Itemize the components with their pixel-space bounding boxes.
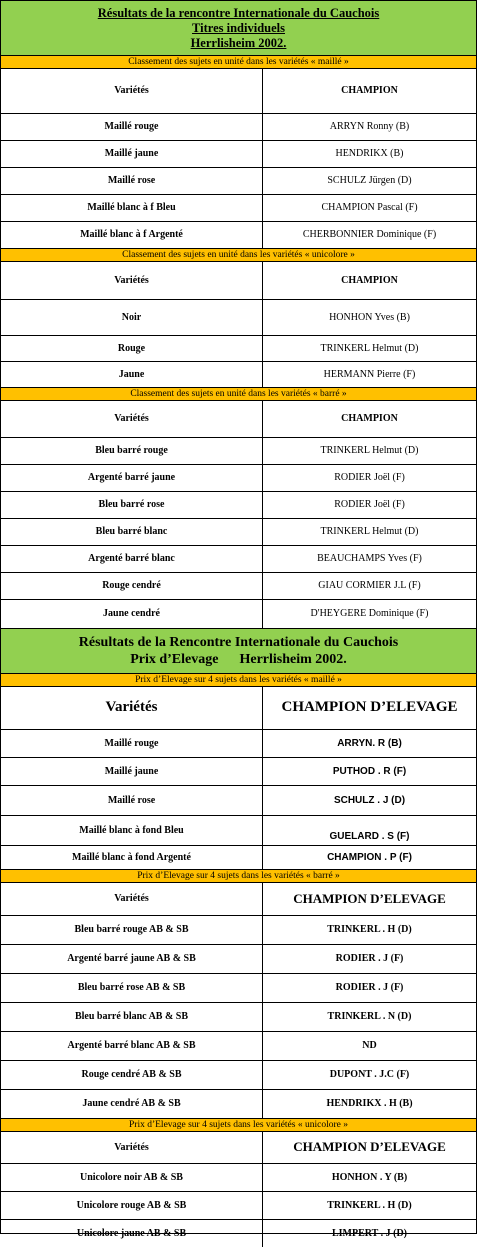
champion-cell: D'HEYGERE Dominique (F) <box>263 599 477 628</box>
variety-cell: Argenté barré jaune AB & SB <box>1 944 263 973</box>
table-row <box>1 1164 476 1192</box>
variety-cell: Bleu barré blanc AB & SB <box>1 1002 263 1031</box>
champion-cell: ND <box>263 1031 477 1060</box>
table-row <box>1 113 476 140</box>
header-varietes: Variétés <box>1 1132 263 1164</box>
table-row <box>1 518 476 545</box>
champion-cell: DUPONT . J.C (F) <box>263 1060 477 1089</box>
table-header-row <box>1 69 476 113</box>
table-row <box>1 758 476 786</box>
table-row <box>1 1192 476 1220</box>
champion-cell: HONHON . Y (B) <box>263 1164 477 1192</box>
champion-cell: SCHULZ Jürgen (D) <box>263 167 477 194</box>
table-row <box>1 300 476 336</box>
champion-cell: GUELARD . S (F) <box>263 816 477 846</box>
champion-cell: ARRYN Ronny (B) <box>263 113 477 140</box>
variety-cell: Jaune cendré <box>1 599 263 628</box>
table-barre <box>1 401 476 629</box>
table-header-row <box>1 401 476 437</box>
table-row <box>1 491 476 518</box>
variety-cell: Noir <box>1 300 263 336</box>
table-row <box>1 464 476 491</box>
table-row <box>1 944 476 973</box>
prix-maille-title: Prix d’Elevage sur 4 sujets dans les variétés « maillé » <box>1 674 476 687</box>
table-row <box>1 336 476 362</box>
variety-cell: Maillé jaune <box>1 758 263 786</box>
variety-cell: Bleu barré rouge AB & SB <box>1 915 263 944</box>
champion-cell: HONHON Yves (B) <box>263 300 477 336</box>
table-maille <box>1 69 476 249</box>
table-row <box>1 730 476 758</box>
title-line-3: Herrlisheim 2002. <box>190 35 287 50</box>
variety-cell: Maillé rouge <box>1 730 263 758</box>
variety-cell: Bleu barré rouge <box>1 437 263 464</box>
table-row <box>1 1002 476 1031</box>
table-row <box>1 915 476 944</box>
table-row <box>1 167 476 194</box>
champion-cell: RODIER . J (F) <box>263 973 477 1002</box>
variety-cell: Rouge cendré <box>1 572 263 599</box>
champion-cell: TRINKERL Helmut (D) <box>263 336 477 362</box>
champion-cell: ARRYN. R (B) <box>263 730 477 758</box>
table-unicolore <box>1 262 476 389</box>
champion-cell: HENDRIKX . H (B) <box>263 1089 477 1118</box>
title-line-2: Titres individuels <box>192 20 285 35</box>
table-row <box>1 973 476 1002</box>
champion-cell: TRINKERL . H (D) <box>263 915 477 944</box>
table-row <box>1 437 476 464</box>
header-champion-elevage: CHAMPION D’ELEVAGE <box>263 883 477 915</box>
table-row <box>1 1220 476 1247</box>
variety-cell: Unicolore rouge AB & SB <box>1 1192 263 1220</box>
variety-cell: Unicolore jaune AB & SB <box>1 1220 263 1247</box>
champion-cell: TRINKERL . N (D) <box>263 1002 477 1031</box>
variety-cell: Jaune <box>1 362 263 388</box>
variety-cell: Maillé blanc à f Bleu <box>1 194 263 221</box>
table-row <box>1 545 476 572</box>
champion-cell: BEAUCHAMPS Yves (F) <box>263 545 477 572</box>
variety-cell: Bleu barré rose <box>1 491 263 518</box>
champion-cell: LIMPERT . J (D) <box>331 1227 408 1239</box>
champion-cell: CHAMPION Pascal (F) <box>263 194 477 221</box>
header-champion: CHAMPION <box>263 262 477 300</box>
title-banner <box>1 1 476 56</box>
table-prix-maille <box>1 687 476 871</box>
header-varietes: Variétés <box>1 401 263 437</box>
table-header-row <box>1 687 476 730</box>
table-row <box>1 221 476 248</box>
champion-cell: TRINKERL Helmut (D) <box>263 437 477 464</box>
header-varietes: Variétés <box>1 69 263 113</box>
variety-cell: Maillé rose <box>1 786 263 816</box>
header-varietes: Variétés <box>1 262 263 300</box>
champion-cell: CHAMPION . P (F) <box>263 846 477 870</box>
prix-title-line-2: Prix d’Elevage Herrlisheim 2002. <box>130 651 347 667</box>
variety-cell: Argenté barré blanc <box>1 545 263 572</box>
variety-cell: Rouge <box>1 336 263 362</box>
title-line-1: Résultats de la rencontre Internationale du Cauchois <box>97 5 380 20</box>
section-unicolore-title: Classement des sujets en unité dans les variétés « unicolore » <box>1 249 476 262</box>
champion-cell: TRINKERL Helmut (D) <box>263 518 477 545</box>
table-row <box>1 1031 476 1060</box>
champion-cell: HERMANN Pierre (F) <box>263 362 477 388</box>
champion-cell: TRINKERL . H (D) <box>263 1192 477 1220</box>
prix-unicolore-title: Prix d’Elevage sur 4 sujets dans les variétés « unicolore » <box>1 1119 476 1132</box>
variety-cell: Unicolore noir AB & SB <box>1 1164 263 1192</box>
table-row <box>1 846 476 870</box>
table-row <box>1 140 476 167</box>
table-row <box>1 816 476 846</box>
variety-cell: Bleu barré blanc <box>1 518 263 545</box>
champion-cell: RODIER . J (F) <box>263 944 477 973</box>
prix-title-line-1: Résultats de la Rencontre Internationale du Cauchois <box>78 634 399 650</box>
variety-cell: Argenté barré blanc AB & SB <box>1 1031 263 1060</box>
variety-cell: Bleu barré rose AB & SB <box>1 973 263 1002</box>
table-header-row <box>1 262 476 300</box>
table-row <box>1 194 476 221</box>
variety-cell: Maillé blanc à f Argenté <box>1 221 263 248</box>
table-header-row <box>1 883 476 915</box>
header-champion-elevage: CHAMPION D’ELEVAGE <box>263 1132 477 1164</box>
table-prix-unicolore <box>1 1132 476 1247</box>
header-champion: CHAMPION <box>263 69 477 113</box>
variety-cell: Maillé blanc à fond Bleu <box>1 816 263 846</box>
table-row <box>1 572 476 599</box>
prix-banner <box>1 629 476 674</box>
variety-cell: Jaune cendré AB & SB <box>1 1089 263 1118</box>
table-header-row <box>1 1132 476 1164</box>
champion-cell: CHERBONNIER Dominique (F) <box>263 221 477 248</box>
variety-cell: Maillé rouge <box>1 113 263 140</box>
champion-cell: HENDRIKX (B) <box>263 140 477 167</box>
table-row <box>1 599 476 628</box>
table-row <box>1 1060 476 1089</box>
table-row <box>1 362 476 388</box>
variety-cell: Argenté barré jaune <box>1 464 263 491</box>
header-varietes: Variétés <box>1 687 263 730</box>
header-varietes: Variétés <box>1 883 263 915</box>
table-row <box>1 1089 476 1118</box>
header-champion: CHAMPION <box>263 401 477 437</box>
section-barre-title: Classement des sujets en unité dans les variétés « barré » <box>1 388 476 401</box>
champion-cell: RODIER Joël (F) <box>263 491 477 518</box>
variety-cell: Maillé rose <box>1 167 263 194</box>
champion-cell: SCHULZ . J (D) <box>263 786 477 816</box>
champion-cell: PUTHOD . R (F) <box>263 758 477 786</box>
table-prix-barre <box>1 883 476 1119</box>
header-champion-elevage: CHAMPION D’ELEVAGE <box>263 687 477 730</box>
champion-cell: GIAU CORMIER J.L (F) <box>263 572 477 599</box>
table-row <box>1 786 476 816</box>
prix-barre-title: Prix d’Elevage sur 4 sujets dans les variétés « barré » <box>1 870 476 883</box>
variety-cell: Rouge cendré AB & SB <box>1 1060 263 1089</box>
champion-cell: RODIER Joël (F) <box>263 464 477 491</box>
variety-cell: Maillé blanc à fond Argenté <box>1 846 263 870</box>
section-maille-title: Classement des sujets en unité dans les variétés « maillé » <box>1 56 476 69</box>
variety-cell: Maillé jaune <box>1 140 263 167</box>
